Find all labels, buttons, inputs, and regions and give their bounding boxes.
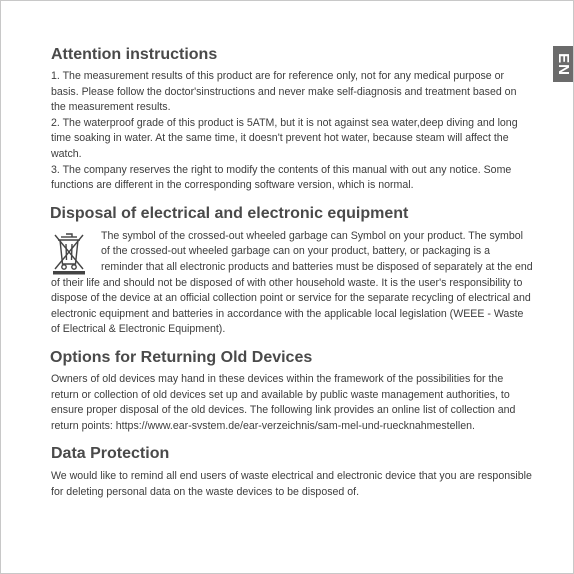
attention-item-1: 1. The measurement results of this product are for reference only, not for any medical purpose or basis. Please follow the doctor'sinstructions and never make self-diagnosis and treatment based on the measurement results. — [51, 70, 517, 114]
attention-title: Attention instructions — [51, 46, 218, 63]
options-text: Owners of old devices may hand in these devices within the framework of the possibilities for the return or collection of old devices set up and available by public waste management authorities, to ensure proper disposal of the old devices. The following link provides an online list of collection and return points: https://www.ear-svstem.de/ear-verzeichnis/sam-mel-und-ruecknahmestellen. — [51, 372, 516, 432]
disposal-title: Disposal of electrical and electronic equipment — [50, 204, 409, 222]
crossed-out-wheeled-bin-icon — [51, 231, 87, 275]
attention-item-3: 3. The company reserves the right to modify the contents of this manual with out any notice. Some functions are different in the corresponding software version, which is normal. — [51, 163, 512, 192]
attention-item-2: 2. The waterproof grade of this product is 5ATM, but it is not against sea water,deep diving and long time soaking in water. At the same time, it doesn't prevent hot water, because steam will affect the watch. — [51, 116, 518, 160]
options-title: Options for Returning Old Devices — [50, 348, 313, 366]
manual-content — [51, 44, 533, 500]
attention-section — [51, 44, 533, 194]
language-label: EN — [554, 52, 572, 76]
disposal-text: The symbol of the crossed-out wheeled garbage can Symbol on your product. The symbol of the crossed-out wheeled garbage can on your product, battery, or packaging is a reminder that all electronic products and batteries must be disposed of separately at the end of their life and should not be disposed of with other household waste. It is the user's responsibility to dispose of the device at an official collection point or service for the separate recycling of electrical and electronic equipment and batteries in accordance with the applicable local legislation (WEEE - Waste of Electrical & Electronic Equipment). — [51, 229, 533, 336]
options-section — [51, 347, 533, 434]
disposal-section — [51, 203, 533, 338]
data-protection-title: Data Protection — [51, 445, 170, 463]
language-tab — [553, 46, 573, 82]
data-protection-text: We would like to remind all end users of waste electrical and electronic device that you are responsible for deleting personal data on the waste devices to be disposed of. — [51, 470, 532, 498]
data-protection-section — [51, 443, 533, 500]
